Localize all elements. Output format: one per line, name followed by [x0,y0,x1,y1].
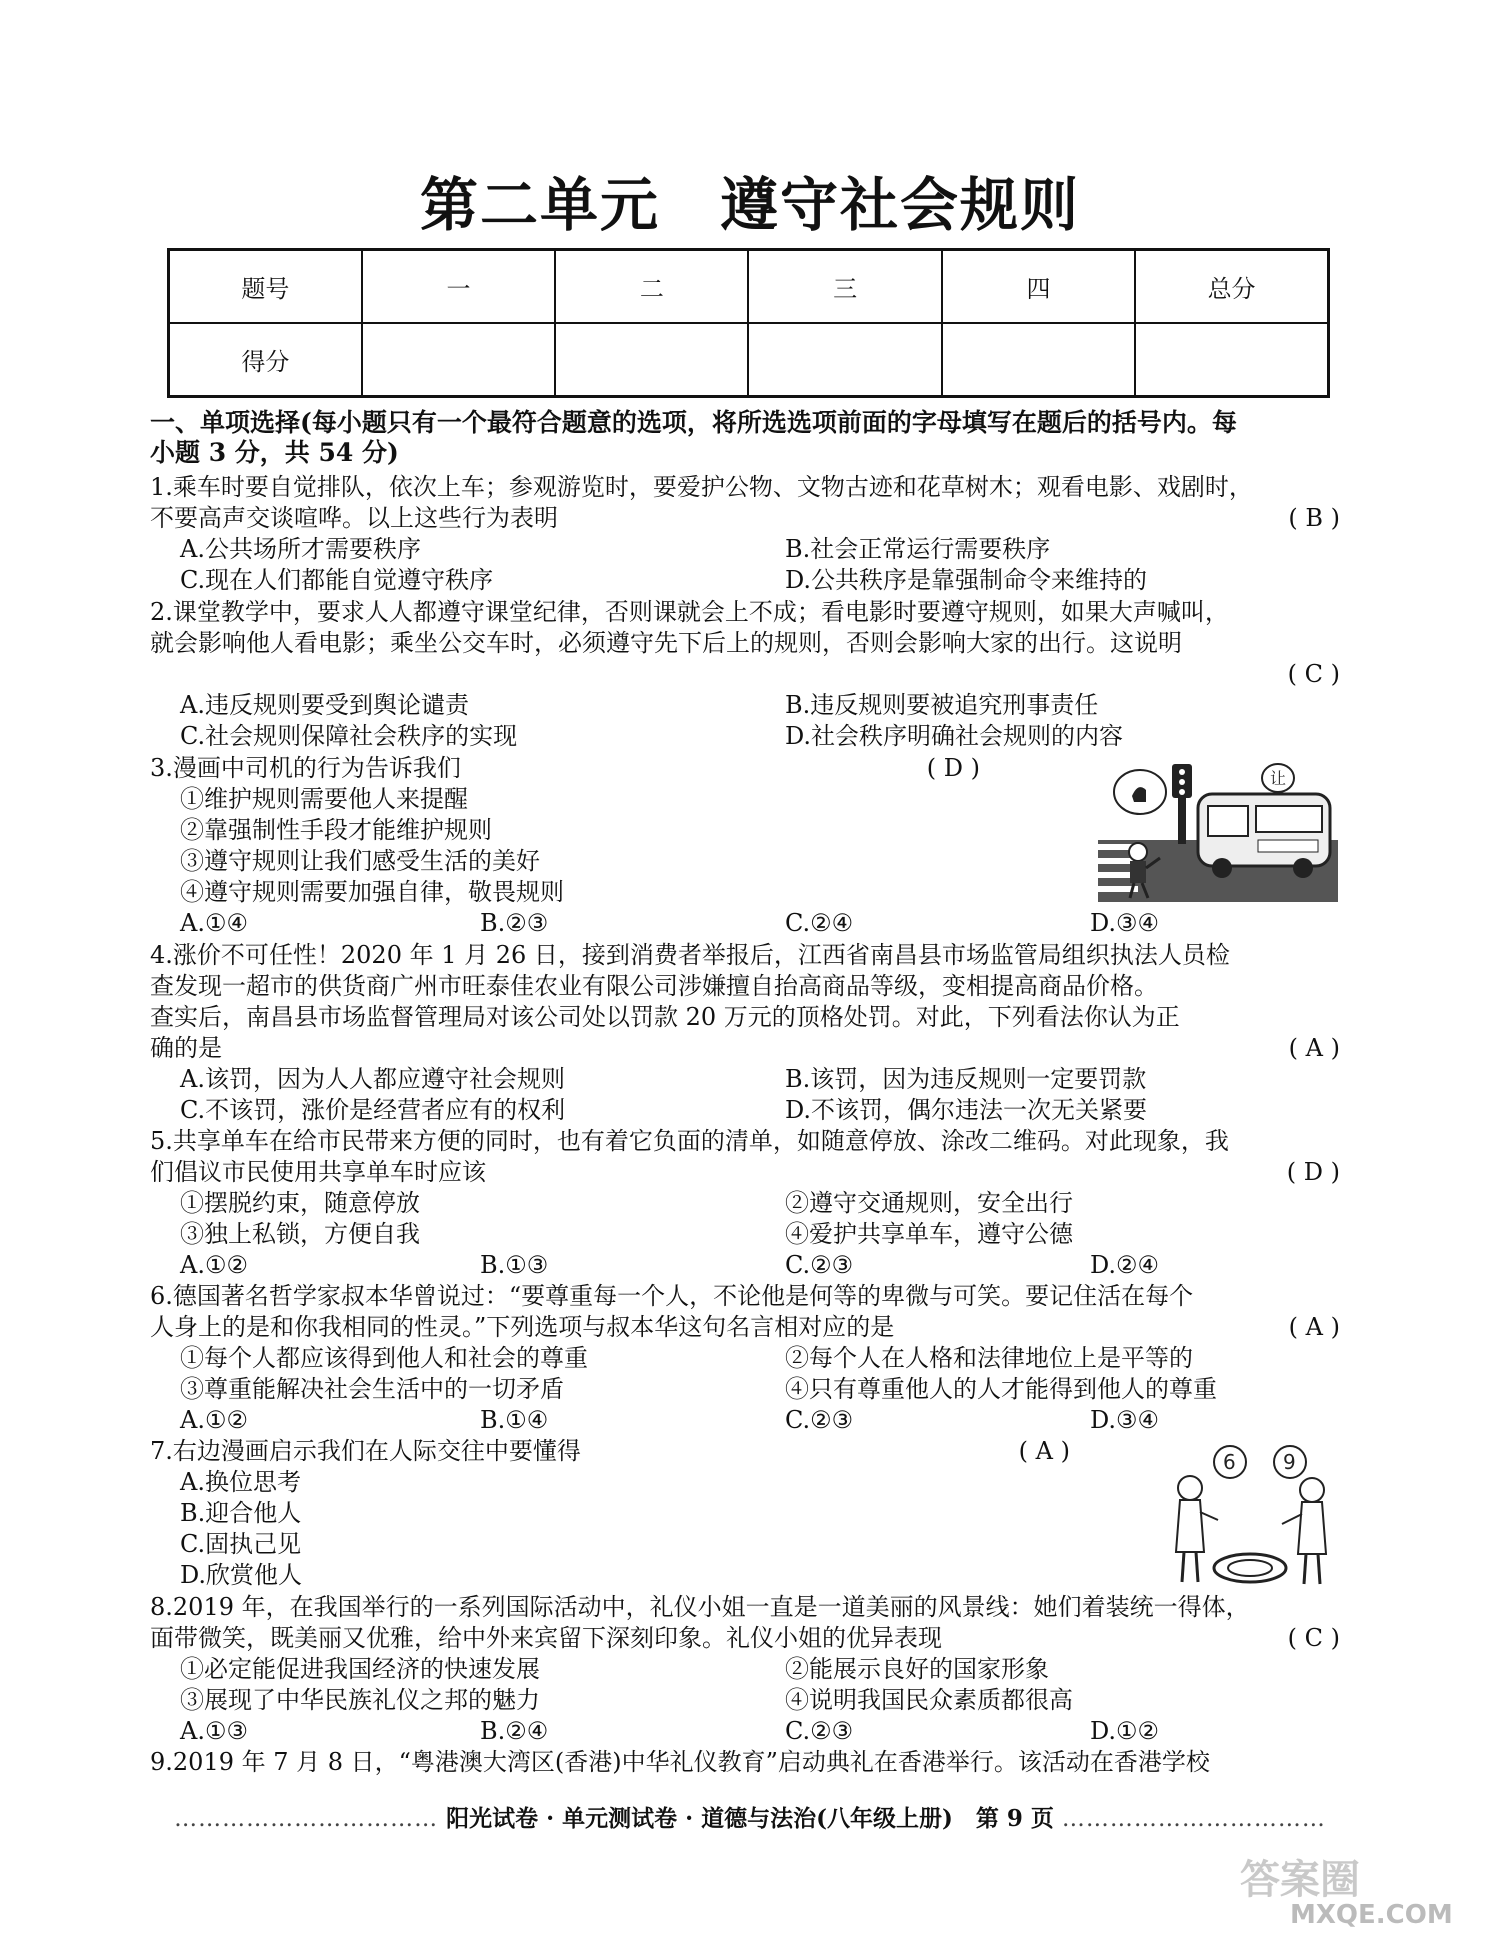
page-title: 第二单元 遵守社会规则 [419,171,1080,239]
question-6 [150,1281,1340,1436]
answer-bracket: ( A ) [1018,1437,1070,1465]
option: D.不该罚，偶尔违法一次无关紧要 [785,1096,1148,1124]
watermark-url: MXQE.COM [1290,1900,1453,1930]
option-row [150,690,1340,721]
statement-item: ④遵守规则需要加强自律，敬畏规则 [180,878,564,906]
score-cell[interactable] [1135,323,1328,397]
question-stem: 6.德国著名哲学家叔本华曾说过：“要尊重每一个人，不论他是何等的卑微与可笑。要记住活在每个 [150,1282,1194,1310]
answer-bracket: ( D ) [1286,1158,1340,1186]
option: B.该罚，因为违反规则一定要罚款 [785,1065,1147,1093]
section-heading [150,408,1340,468]
statement-item: ③尊重能解决社会生活中的一切矛盾 [180,1375,564,1403]
statement-item: ①维护规则需要他人来提醒 [180,785,468,813]
option-row [150,1095,1340,1126]
option: C.②③ [785,1251,854,1279]
answer-line [150,659,1340,690]
score-cell[interactable] [555,323,748,397]
option: C.②④ [785,909,854,937]
page-footer [0,1800,1500,1833]
option: B.②④ [480,1717,549,1745]
question-stem [150,1623,1340,1654]
statement-item: ③展现了中华民族礼仪之邦的魅力 [180,1686,540,1714]
statement-row [150,1188,1340,1219]
question-stem-text: 3.漫画中司机的行为告诉我们 [150,754,461,782]
answer-bracket: ( C ) [1287,1624,1340,1652]
answer-bracket: ( A ) [1288,1034,1340,1062]
question-1 [150,472,1340,596]
question-4 [150,940,1340,1126]
option-row [150,534,1340,565]
option-row [150,721,1340,752]
option: B.①③ [480,1251,549,1279]
score-header-cell: 三 [748,250,941,324]
question-9 [150,1747,1340,1778]
statement-row [150,1685,1340,1716]
footer-dots: …………………………… [174,1806,439,1832]
option: B.①④ [480,1406,549,1434]
score-cell[interactable] [362,323,555,397]
footer-dots: …………………………… [1061,1806,1326,1832]
answer-bracket: ( B ) [1288,504,1340,532]
option: D.②④ [1090,1251,1160,1279]
score-cell[interactable] [942,323,1135,397]
option-row [150,908,1340,939]
statement-item: ③遵守规则让我们感受生活的美好 [180,847,540,875]
option: D.欣赏他人 [180,1561,303,1589]
statement-item: ②每个人在人格和法律地位上是平等的 [785,1344,1193,1372]
question-2 [150,597,1340,752]
score-table-score-row [169,323,1329,397]
option: B.迎合他人 [180,1499,302,1527]
watermark-logo: 答案圈 [1240,1857,1360,1903]
question-stem-text: 不要高声交谈喧哗。以上这些行为表明 [150,504,558,532]
question-stem-text: 面带微笑，既美丽又优雅，给中外来宾留下深刻印象。礼仪小姐的优异表现 [150,1624,942,1652]
traffic-cartoon-illustration [1098,760,1338,902]
option: D.①② [1090,1717,1160,1745]
score-row-label: 得分 [169,323,362,397]
answer-bracket: ( D ) [926,754,980,782]
question-stem-text: 7.右边漫画启示我们在人际交往中要懂得 [150,1437,581,1465]
footer-text: 阳光试卷 · 单元测试卷 · 道德与法治(八年级上册) 第 9 页 [446,1805,1054,1832]
cartoon-bubble-text: 让 [1270,769,1287,788]
traffic-cartoon [1098,760,1338,902]
option-row [150,1405,1340,1436]
option: A.公共场所才需要秩序 [180,535,421,563]
score-header-cell: 一 [362,250,555,324]
option: A.①② [180,1251,248,1279]
option: A.①② [180,1406,248,1434]
statement-item: ②靠强制性手段才能维护规则 [180,816,492,844]
option: B.②③ [480,909,549,937]
option: A.违反规则要受到舆论谴责 [180,691,469,719]
option-row [150,1250,1340,1281]
option: B.社会正常运行需要秩序 [785,535,1051,563]
answer-bracket: ( C ) [1287,660,1340,688]
question-stem: 4.涨价不可任性！2020 年 1 月 26 日，接到消费者举报后，江西省南昌县市场监管局组织执法人员检 [150,941,1230,969]
six-nine-cartoon-illustration [1160,1440,1340,1590]
question-stem: 5.共享单车在给市民带来方便的同时，也有着它负面的清单，如随意停放、涂改二维码。对此现象，我 [150,1127,1229,1155]
cartoon-bubble-six: 6 [1223,1450,1236,1474]
score-cell[interactable] [748,323,941,397]
question-stem: 8.2019 年，在我国举行的一系列国际活动中，礼仪小姐一直是一道美丽的风景线：她们着装统一得体， [150,1593,1250,1621]
option: D.③④ [1090,909,1160,937]
section-heading-line: 小题 3 分，共 54 分) [150,438,399,467]
statement-row [150,1654,1340,1685]
statement-item: ④爱护共享单车，遵守公德 [785,1220,1073,1248]
score-header-cell: 总分 [1135,250,1328,324]
option: C.现在人们都能自觉遵守秩序 [180,566,494,594]
option: A.①④ [180,909,248,937]
question-stem [150,1436,1070,1467]
six-nine-cartoon [1160,1440,1340,1590]
statement-item: ①摆脱约束，随意停放 [180,1189,420,1217]
option: C.固执己见 [180,1530,302,1558]
option: B.违反规则要被追究刑事责任 [785,691,1099,719]
statement-item: ②能展示良好的国家形象 [785,1655,1049,1683]
question-stem: 查实后，南昌县市场监督管理局对该公司处以罚款 20 万元的顶格处罚。对此，下列看法你认为正 [150,1003,1180,1031]
option: C.②③ [785,1406,854,1434]
statement-row [150,1374,1340,1405]
option-row [150,565,1340,596]
question-stem [150,1157,1340,1188]
statement-item: ④说明我国民众素质都很高 [785,1686,1073,1714]
option-row [150,1716,1340,1747]
question-stem [150,1033,1340,1064]
question-8 [150,1592,1340,1747]
question-stem [150,503,1340,534]
question-stem: 查发现一超市的供货商广州市旺泰佳农业有限公司涉嫌擅自抬高商品等级，变相提高商品价格。 [150,972,1158,1000]
score-table [167,248,1330,398]
statement-item: ①必定能促进我国经济的快速发展 [180,1655,540,1683]
option: A.换位思考 [180,1468,301,1496]
option-row [150,1064,1340,1095]
option: A.该罚，因为人人都应遵守社会规则 [180,1065,565,1093]
answer-bracket: ( A ) [1288,1313,1340,1341]
statement-row [150,1343,1340,1374]
section-heading-line: 一、单项选择(每小题只有一个最符合题意的选项，将所选选项前面的字母填写在题后的括号内。每 [150,408,1237,437]
question-stem: 2.课堂教学中，要求人人都遵守课堂纪律，否则课就会上不成；看电影时要遵守规则，如果大声喊叫， [150,598,1229,626]
question-stem [150,753,980,784]
score-table-header-row [169,250,1329,324]
question-stem: 9.2019 年 7 月 8 日，“粤港澳大湾区(香港)中华礼仪教育”启动典礼在香港举行。该活动在香港学校 [150,1748,1210,1776]
statement-item: ③独上私锁，方便自我 [180,1220,420,1248]
option: C.社会规则保障社会秩序的实现 [180,722,518,750]
cartoon-bubble-nine: 9 [1283,1450,1296,1474]
statement-item: ④只有尊重他人的人才能得到他人的尊重 [785,1375,1217,1403]
score-header-cell: 二 [555,250,748,324]
option: C.②③ [785,1717,854,1745]
question-stem-text: 人身上的是和你我相同的性灵。”下列选项与叔本华这句名言相对应的是 [150,1313,895,1341]
question-stem: 1.乘车时要自觉排队，依次上车；参观游览时，要爱护公物、文物古迹和花草树木；观看电影、戏剧时， [150,473,1253,501]
option: D.公共秩序是靠强制命令来维持的 [785,566,1148,594]
option: A.①③ [180,1717,248,1745]
score-header-cell: 四 [942,250,1135,324]
question-stem-text: 确的是 [150,1034,222,1062]
statement-item: ②遵守交通规则，安全出行 [785,1189,1073,1217]
statement-row [150,1219,1340,1250]
option: C.不该罚，涨价是经营者应有的权利 [180,1096,566,1124]
question-stem-text: 们倡议市民使用共享单车时应该 [150,1158,486,1186]
option: D.社会秩序明确社会规则的内容 [785,722,1124,750]
statement-item: ①每个人都应该得到他人和社会的尊重 [180,1344,588,1372]
question-5 [150,1126,1340,1281]
score-header-cell: 题号 [169,250,362,324]
question-stem: 就会影响他人看电影；乘坐公交车时，必须遵守先下后上的规则，否则会影响大家的出行。这说明 [150,629,1182,657]
question-stem [150,1312,1340,1343]
option: D.③④ [1090,1406,1160,1434]
